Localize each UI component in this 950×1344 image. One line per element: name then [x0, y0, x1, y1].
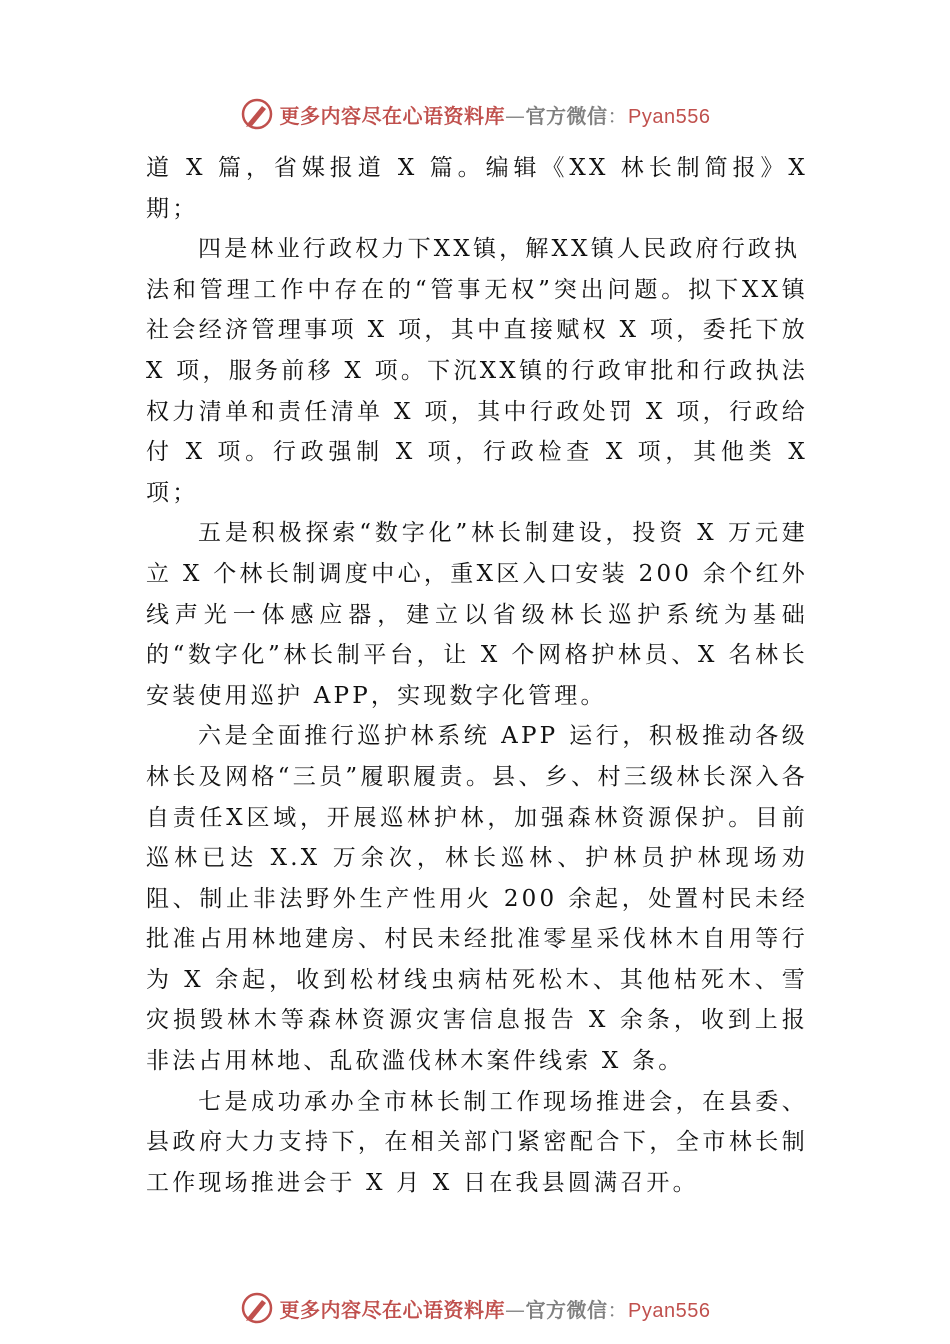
footer-banner-text — [280, 1294, 711, 1323]
footer-banner — [0, 1288, 950, 1328]
paragraph-4: 六是全面推行巡护林系统 APP 运行，积极推动各级林长及网格“三员”履职履责。县、乡、村三级林长深入各自责任X区域，开展巡林护林，加强森林资源保护。目前巡林已达 X.X 万余次，林长巡林、护林员护林现场劝阻、制止非法野外生产性用火 200 余起，处置村民未经批准占用林地建房、村民未经批准零星采伐林木自用等行为 X 余起，收到松材线虫病枯死松木、其他枯死木、雪灾损毁林木等森林资源灾害信息报告 X 余条，收到上报非法占用林地、乱砍滥伐林木案件线索 X 条。 — [146, 723, 808, 1075]
paragraph-2: 四是林业行政权力下XX镇，解XX镇人民政府行政执 法和管理工作中存在的“管事无权”突出问题。拟下XX镇社会经济管理事项 X 项，其中直接赋权 X 项，委托下放 X 项，服务前移 X 项。下沉XX镇的行政审批和行政执法权力清单和责任清单 X 项，其中行政处罚 X 项，行政给付 X 项。行政强制 X 项，行政检查 X 项，其他类 X 项； — [146, 236, 808, 506]
footer-wechat-id: Pyan556 — [628, 1299, 711, 1322]
pen-logo-icon — [240, 1291, 274, 1325]
header-official-label: 官方微信 — [525, 103, 608, 128]
paragraph-3: 五是积极探索“数字化”林长制建设，投资 X 万元建立 X 个林长制调度中心，重X区入口安装 200 余个红外线声光一体感应器，建立以省级林长巡护系统为基础的“数字化”林长制平台，让 X 个网格护林员、X 名林长安装使用巡护 APP，实现数字化管理。 — [146, 520, 808, 709]
document-body — [146, 148, 819, 1203]
header-banner-inner — [240, 97, 711, 131]
header-wechat-id: Pyan556 — [628, 105, 711, 128]
footer-banner-inner — [240, 1291, 711, 1325]
header-dash: — — [505, 103, 526, 128]
header-colon: ： — [607, 103, 629, 128]
paragraph-1: 道 X 篇，省媒报道 X 篇。编辑《XX 林长制简报》X 期； — [146, 155, 819, 222]
footer-colon: ： — [607, 1297, 629, 1322]
header-brand-text: 更多内容尽在心语资料库 — [279, 103, 506, 128]
header-banner — [0, 94, 950, 134]
paragraph-5: 七是成功承办全市林长制工作现场推进会，在县委、县政府大力支持下，在相关部门紧密配合下，全市林长制工作现场推进会于 X 月 X 日在我县圆满召开。 — [146, 1088, 808, 1196]
footer-dash: — — [505, 1297, 526, 1322]
footer-brand-text: 更多内容尽在心语资料库 — [279, 1297, 506, 1322]
pen-logo-icon — [240, 97, 274, 131]
header-banner-text — [280, 100, 711, 129]
footer-official-label: 官方微信 — [525, 1297, 608, 1322]
